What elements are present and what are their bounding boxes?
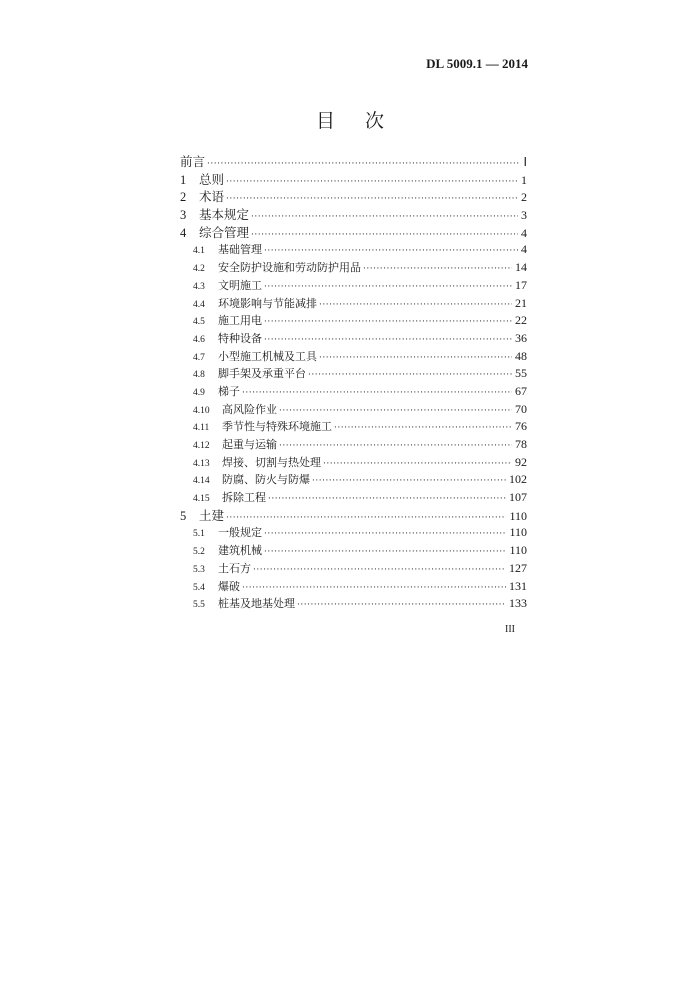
toc-entry[interactable]	[180, 277, 527, 295]
toc-dot-leader	[334, 420, 512, 438]
toc-entry-number: 4.14	[193, 476, 210, 487]
toc-entry-number: 4.5	[193, 317, 205, 328]
toc-entry-page: 70	[515, 401, 527, 416]
toc-entry-number: 4.8	[193, 370, 205, 381]
toc-dot-leader	[251, 209, 518, 227]
toc-entry-page: 21	[515, 295, 527, 310]
toc-entry-label: 高风险作业	[222, 402, 277, 416]
toc-entry-label: 脚手架及承重平台	[218, 367, 306, 381]
toc-entry-page: 36	[515, 330, 527, 345]
toc-entry-number: 5.3	[193, 564, 205, 575]
toc-entry[interactable]	[180, 312, 527, 330]
toc-entry-number: 1	[180, 172, 187, 187]
toc-entry[interactable]	[180, 489, 527, 507]
toc-entry[interactable]	[180, 383, 527, 401]
toc-entry-page: 1	[521, 172, 527, 187]
toc-dot-leader	[319, 350, 512, 368]
toc-dot-leader	[251, 227, 518, 245]
toc-entry-page: 4	[521, 242, 527, 257]
toc-entry-page: 110	[509, 508, 527, 523]
toc-entry-number: 5.2	[193, 547, 205, 558]
toc-entry-page: 133	[509, 596, 527, 611]
toc-entry-label: 桩基及地基处理	[218, 597, 295, 611]
toc-entry-page: 107	[509, 490, 527, 505]
toc-dot-leader	[323, 456, 512, 474]
toc-entry[interactable]	[180, 153, 527, 171]
toc-entry-label: 文明施工	[218, 278, 262, 292]
toc-entry-label: 拆除工程	[222, 491, 266, 505]
toc-dot-leader	[264, 314, 512, 332]
toc-entry[interactable]	[180, 188, 527, 206]
toc-entry-label: 爆破	[218, 579, 240, 593]
toc-entry[interactable]	[180, 418, 527, 436]
toc-entry-page: Ⅰ	[523, 155, 527, 169]
toc-dot-leader	[264, 526, 506, 544]
toc-entry[interactable]	[180, 560, 527, 578]
toc-entry-label: 前言	[180, 154, 206, 169]
toc-entry[interactable]	[180, 171, 527, 189]
toc-entry-label: 建筑机械	[218, 544, 262, 558]
toc-dot-leader	[264, 544, 506, 562]
toc-entry-number: 2	[180, 190, 187, 205]
toc-entry-number: 4.12	[193, 441, 210, 451]
toc-entry[interactable]	[180, 259, 527, 277]
toc-entry-page: 102	[509, 472, 527, 487]
toc-entry-number: 4.13	[193, 458, 210, 469]
toc-entry-page: 92	[515, 454, 527, 469]
toc-entry[interactable]	[180, 507, 527, 525]
toc-dot-leader	[242, 385, 512, 403]
toc-entry-page: 3	[521, 208, 527, 223]
toc-dot-leader	[253, 562, 506, 580]
toc-entry-page: 131	[509, 578, 527, 593]
toc-title: 目次	[315, 110, 414, 132]
toc-dot-leader	[319, 297, 512, 315]
toc-entry-page: 17	[515, 277, 527, 292]
toc-entry-number: 4.6	[193, 334, 205, 345]
toc-entry-label: 一般规定	[218, 526, 262, 540]
table-of-contents	[180, 153, 527, 613]
toc-entry-label: 特种设备	[218, 331, 262, 345]
toc-entry-label: 土建	[199, 507, 225, 523]
toc-dot-leader	[297, 597, 506, 615]
toc-entry-page: 67	[515, 383, 527, 398]
toc-dot-leader	[226, 510, 506, 528]
toc-entry-label: 季节性与特殊环境施工	[222, 420, 332, 434]
toc-entry-page: 2	[521, 190, 527, 205]
toc-entry[interactable]	[180, 542, 527, 560]
toc-entry-label: 焊接、切割与热处理	[222, 455, 321, 469]
toc-entry[interactable]	[180, 454, 527, 472]
toc-entry[interactable]	[180, 578, 527, 596]
toc-entry-page: 22	[515, 313, 527, 328]
toc-entry-page: 55	[515, 366, 527, 381]
toc-dot-leader	[312, 473, 506, 491]
toc-entry[interactable]	[180, 224, 527, 242]
toc-entry[interactable]	[180, 401, 527, 419]
toc-entry-page: 78	[515, 437, 527, 451]
toc-entry-number: 4.11	[193, 423, 210, 434]
toc-entry[interactable]	[180, 348, 527, 366]
toc-dot-leader	[207, 156, 520, 174]
toc-dot-leader	[226, 191, 518, 209]
toc-entry-page: 110	[509, 525, 527, 540]
toc-entry-page: 4	[521, 225, 527, 240]
toc-entry-label: 土石方	[218, 561, 251, 575]
toc-entry[interactable]	[180, 241, 527, 259]
toc-entry-number: 4.10	[193, 405, 210, 416]
toc-entry-number: 4.7	[193, 352, 205, 363]
toc-dot-leader	[363, 261, 512, 279]
toc-entry[interactable]	[180, 365, 527, 383]
toc-entry-page: 76	[515, 419, 527, 434]
toc-entry-number: 4.4	[193, 299, 205, 310]
toc-entry-number: 4.3	[193, 281, 205, 292]
toc-entry-number: 5	[180, 508, 187, 523]
toc-entry-label: 基本规定	[199, 207, 250, 223]
toc-entry-number: 5.1	[193, 529, 205, 540]
toc-entry-label: 起重与运输	[222, 438, 277, 451]
toc-entry[interactable]	[180, 295, 527, 313]
toc-entry[interactable]	[180, 436, 527, 454]
toc-entry-number: 5.5	[193, 600, 205, 611]
toc-entry-number: 4	[180, 225, 187, 240]
toc-entry-page: 48	[515, 348, 527, 363]
toc-entry-label: 基础管理	[218, 243, 262, 257]
document-code: DL 5009.1 — 2014	[426, 56, 528, 71]
toc-entry-page: 110	[509, 543, 527, 558]
toc-entry-number: 5.4	[193, 582, 205, 593]
toc-entry-label: 环境影响与节能减排	[218, 296, 317, 310]
toc-entry[interactable]	[180, 595, 527, 613]
toc-entry[interactable]	[180, 206, 527, 224]
toc-entry-number: 4.9	[193, 387, 205, 398]
toc-entry-number: 4.15	[193, 494, 210, 505]
toc-entry-label: 小型施工机械及工具	[218, 349, 317, 363]
toc-dot-leader	[226, 174, 518, 192]
toc-entry-page: 127	[509, 560, 527, 575]
toc-dot-leader	[268, 491, 506, 509]
toc-entry-label: 防腐、防火与防爆	[222, 473, 310, 487]
toc-entry-label: 梯子	[218, 384, 240, 398]
toc-dot-leader	[308, 367, 512, 385]
toc-entry-number: 3	[180, 208, 187, 223]
toc-entry-label: 安全防护设施和劳动防护用品	[218, 261, 361, 275]
toc-entry[interactable]	[180, 471, 527, 489]
toc-entry[interactable]	[180, 524, 527, 542]
toc-entry-number: 4.2	[193, 264, 205, 275]
toc-entry-number: 4.1	[193, 246, 205, 257]
page-number: III	[505, 624, 515, 635]
toc-entry-label: 施工用电	[218, 314, 262, 328]
toc-entry-page: 14	[515, 260, 527, 275]
toc-entry[interactable]	[180, 330, 527, 348]
toc-entry-label: 总则	[199, 171, 225, 187]
toc-entry-label: 术语	[199, 189, 225, 205]
toc-entry-label: 综合管理	[199, 224, 250, 240]
